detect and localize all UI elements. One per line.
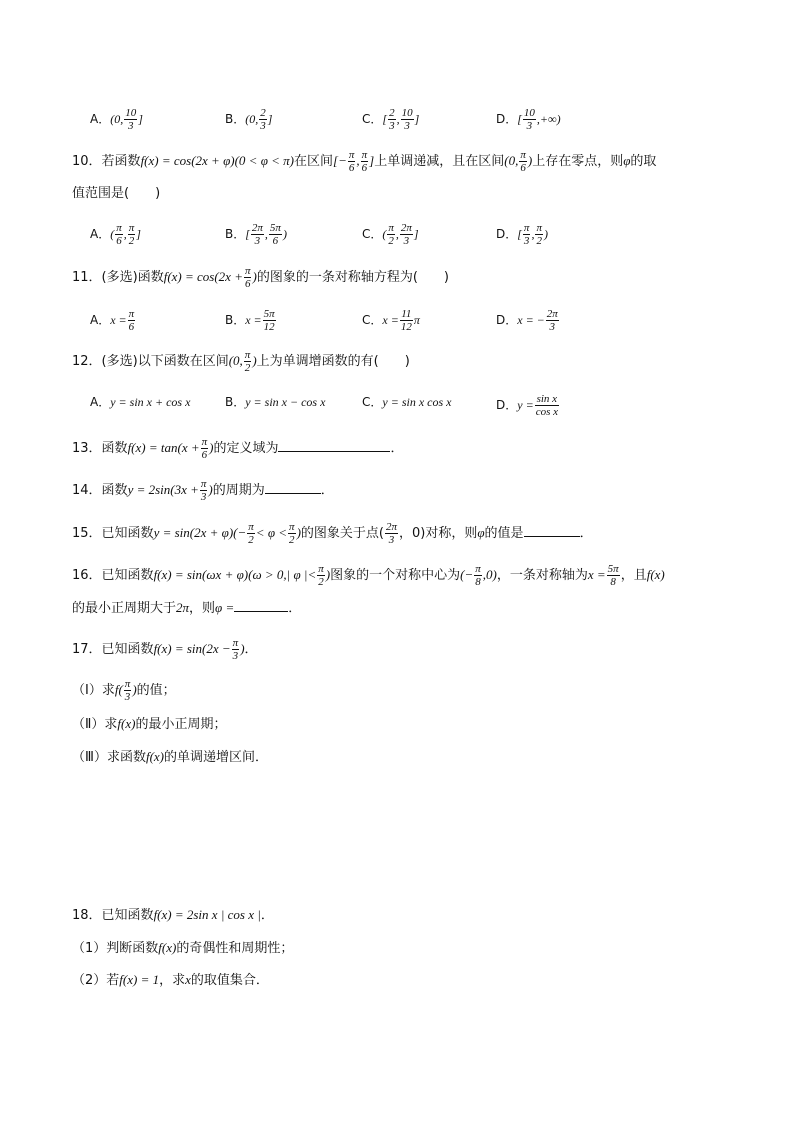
q18-part-2: （2）若f(x) = 1，求x的取值集合． — [72, 972, 269, 988]
q12-option-b: B．y = sin x − cos x — [225, 395, 326, 409]
q9-option-c: C．[ $\frac{2}{3}$ , $\frac{10}{3}$ ] — [362, 107, 420, 132]
q10-option-d: D．[ $\frac{\pi}{3}$ , $\frac{\pi}{2}$ ) — [496, 222, 548, 247]
q9-option-a: A．(0, $\frac{10}{3}$ ] — [90, 107, 143, 132]
q10-line1: 10．若函数f(x) = cos(2x + φ)(0 < φ < π)在区间[− $\frac{\pi}{6}$ , $\frac{\pi}{6}$ ]上单调递减，且在区间(0, $\frac{\pi}{6}$ )上存在零点，则φ的取 — [72, 149, 657, 174]
q10-option-b: B．[ $\frac{2\pi}{3}$ , $\frac{5\pi}{6}$ ) — [225, 222, 287, 247]
q16-line2: 的最小正周期大于2π，则φ = ． — [72, 600, 302, 616]
q12-stem: 12．(多选)以下函数在区间(0, $\frac{\pi}{2}$ )上为单调增函数的有( ) — [72, 349, 410, 374]
q10-option-a: A．( $\frac{\pi}{6}$ , $\frac{\pi}{2}$ ] — [90, 222, 141, 247]
q16-line1: 16．已知函数f(x) = sin(ωx + φ)(ω > 0,| φ |< $\frac{\pi}{2}$ )图象的一个对称中心为(− $\frac{\pi}{8}$ ,0)，一条对称轴为x = $\frac{5\pi}{8}$ ，且f(x) — [72, 563, 665, 588]
q9-option-d: D．[ $\frac{10}{3}$ ,+∞) — [496, 107, 561, 132]
q11-option-a: A．x = $\frac{\pi}{6}$ — [90, 308, 135, 333]
q17-part-3: （Ⅲ）求函数f(x)的单调递增区间． — [72, 749, 269, 765]
q15-answer-blank[interactable] — [524, 524, 580, 537]
q18-stem: 18．已知函数f(x) = 2sin x | cos x |． — [72, 907, 274, 923]
q10-option-c: C．( $\frac{\pi}{2}$ , $\frac{2\pi}{3}$ ] — [362, 222, 419, 247]
q13: 13．函数f(x) = tan(x + $\frac{\pi}{6}$ )的定义域为 ． — [72, 436, 404, 461]
q12-option-a: A．y = sin x + cos x — [90, 395, 191, 409]
q11-option-b: B．x = $\frac{5\pi}{12}$ — [225, 308, 275, 333]
q17-part-1: （Ⅰ）求f( $\frac{\pi}{3}$ )的值； — [72, 678, 176, 703]
q17-stem: 17．已知函数f(x) = sin(2x − $\frac{\pi}{3}$ )． — [72, 637, 258, 662]
q11-option-c: C．x = $\frac{11}{12}$ π — [362, 308, 420, 333]
q11-option-d: D．x = − $\frac{2\pi}{3}$ — [496, 308, 558, 333]
q12-option-d: D．y = $\frac{\text{sin x}}{\text{cos x}}$ — [496, 393, 558, 418]
q11-stem: 11．(多选)函数f(x) = cos(2x + $\frac{\pi}{6}$ )的图象的一条对称轴方程为( ) — [72, 265, 449, 290]
q13-answer-blank[interactable] — [278, 439, 390, 452]
q14-answer-blank[interactable] — [265, 481, 321, 494]
q15: 15．已知函数y = sin(2x + φ)(− $\frac{\pi}{2}$ < φ < $\frac{\pi}{2}$ )的图象关于点( $\frac{2\pi}{3}$ ，0)对称，则φ的值是 ． — [72, 521, 593, 546]
q10-line2: 值范围是( ) — [72, 186, 161, 201]
q9-option-b: B．(0, $\frac{2}{3}$ ] — [225, 107, 273, 132]
q14: 14．函数y = 2sin(3x + $\frac{\pi}{3}$ )的周期为 ． — [72, 478, 334, 503]
q17-part-2: （Ⅱ）求f(x)的最小正周期； — [72, 716, 227, 732]
q12-option-c: C．y = sin x cos x — [362, 395, 452, 409]
q18-part-1: （1）判断函数f(x)的奇偶性和周期性； — [72, 940, 294, 956]
q16-answer-blank[interactable] — [234, 599, 288, 612]
